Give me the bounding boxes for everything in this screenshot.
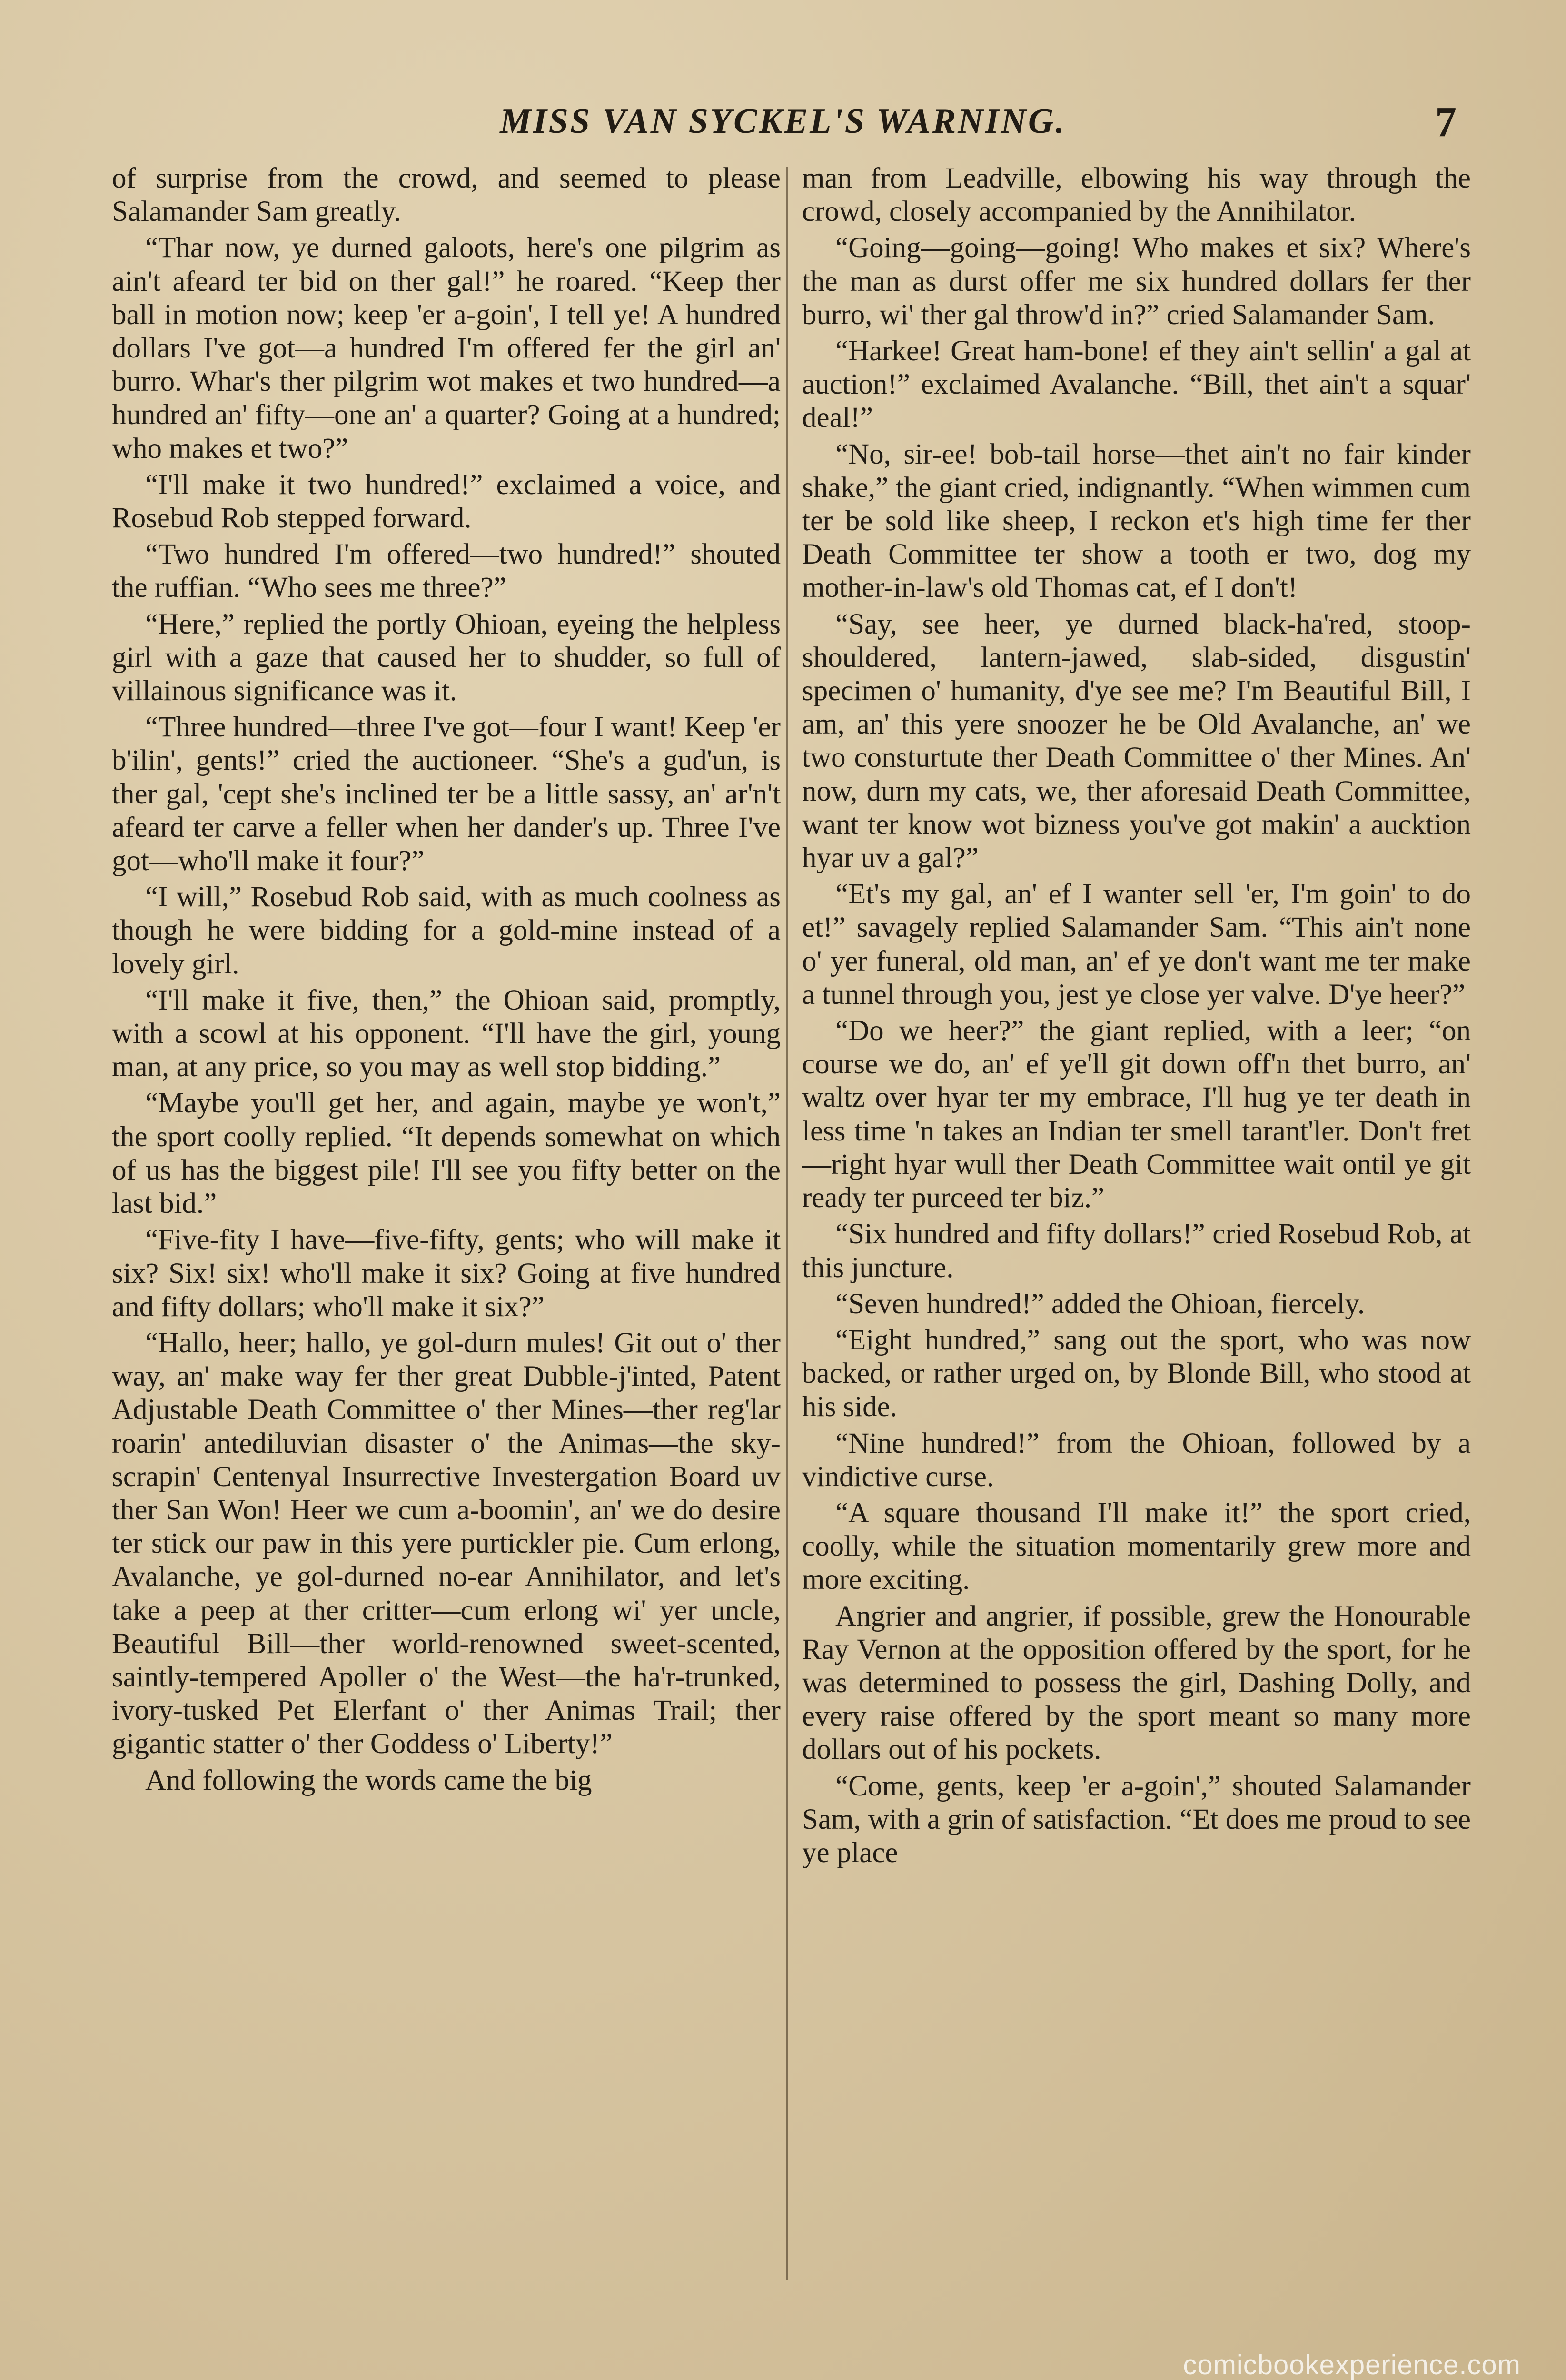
paragraph: of surprise from the crowd, and seemed to please Salamander Sam greatly. — [112, 162, 781, 228]
paragraph: “Five-fity I have—five-fifty, gents; who will make it six? Six! six! who'll make it six? Going at five hundred and fifty dollars; who'll make it six?” — [112, 1224, 781, 1323]
paragraph: “I'll make it five, then,” the Ohioan said, promptly, with a scowl at his opponent. “I'll have the girl, young man, at any price, so you may as well stop bidding.” — [112, 984, 781, 1083]
paragraph: “I'll make it two hundred!” exclaimed a voice, and Rosebud Rob stepped forward. — [112, 468, 781, 535]
column-divider — [786, 167, 788, 2280]
right-column — [802, 162, 1471, 2299]
paragraph: “Say, see heer, ye durned black-ha'red, stoop-shouldered, lantern-jawed, slab-sided, disgustin' specimen o' humanity, d'ye see me? I'm Beautiful Bill, I am, an' this yere snoozer he be Old Avalanche, an' we two consturtute ther Death Committee o' ther Mines. An' now, durn my cats, we, ther aforesaid Death Committee, want ter know wot bizness you've got makin' a aucktion hyar uv a gal?” — [802, 608, 1471, 874]
paragraph: “Two hundred I'm offered—two hundred!” shouted the ruffian. “Who sees me three?” — [112, 538, 781, 604]
paragraph: “Eight hundred,” sang out the sport, who was now backed, or rather urged on, by Blonde Bill, who stood at his side. — [802, 1324, 1471, 1423]
paragraph: And following the words came the big — [145, 1764, 592, 1796]
paragraph: Angrier and angrier, if possible, grew the Honourable Ray Vernon at the opposition offered by the sport, for he was determined to possess the girl, Dashing Dolly, and every raise offered by the sport meant so many more dollars out of his pockets. — [802, 1600, 1471, 1766]
paragraph: “Here,” replied the portly Ohioan, eyeing the helpless girl with a gaze that caused her to shudder, so full of villainous significance was it. — [112, 608, 781, 707]
paragraph: “Six hundred and fifty dollars!” cried Rosebud Rob, at this juncture. — [802, 1218, 1471, 1284]
paragraph: “I will,” Rosebud Rob said, with as much coolness as though he were bidding for a gold-mine instead of a lovely girl. — [112, 881, 781, 980]
paragraph: “Come, gents, keep 'er a-goin',” shouted Salamander Sam, with a grin of satisfaction. “Et does me proud to see ye place — [802, 1770, 1471, 1869]
left-column — [112, 162, 781, 2299]
paragraph: man from Leadville, elbowing his way through the crowd, closely accompanied by the Annihilator. — [802, 162, 1471, 228]
paragraph: “Nine hundred!” from the Ohioan, followed by a vindictive curse. — [802, 1427, 1471, 1493]
page-header — [109, 98, 1457, 155]
paragraph: “Hallo, heer; hallo, ye gol-durn mules! Git out o' ther way, an' make way fer ther great Dubble-j'inted, Patent Adjustable Death Committee o' ther Mines—ther reg'lar roarin' antediluvian disaster o' the Animas—the sky-scrapin' Centenyal Insurrective Investergation Board uv ther San Won! Heer we cum a-boomin', an' we do desire ter stick our paw in this yere purtickler pie. Cum erlong, Avalanche, ye gol-durned no-ear Annihilator, and let's take a peep at ther critter—cum erlong wi' yer uncle, Beautiful Bill—ther world-renowned sweet-scented, saintly-tempered Apoller o' the West—the ha'r-trunked, ivory-tusked Pet Elerfant o' ther Animas Trail; ther gigantic statter o' ther Goddess o' Liberty!” — [112, 1327, 781, 1760]
paragraph: “No, sir-ee! bob-tail horse—thet ain't no fair kinder shake,” the giant cried, indignantly. “When wimmen cum ter be sold like sheep, I reckon et's high time fer ther Death Committee ter show a tooth er two, dog my mother-in-law's old Thomas cat, ef I don't! — [802, 438, 1471, 604]
running-title: MISS VAN SYCKEL'S WARNING. — [500, 102, 1066, 141]
page-number: 7 — [1435, 99, 1457, 146]
paragraph: “Et's my gal, an' ef I wanter sell 'er, I'm goin' to do et!” savagely replied Salamander Sam. “This ain't none o' yer funeral, old man, an' ef ye don't want me ter make a tunnel through you, jest ye close yer valve. D'ye heer?” — [802, 878, 1471, 1011]
paragraph: “Seven hundred!” added the Ohioan, fiercely. — [835, 1288, 1365, 1320]
paragraph: “A square thousand I'll make it!” the sport cried, coolly, while the situation momentarily grew more and more exciting. — [802, 1497, 1471, 1596]
paragraph: “Maybe you'll get her, and again, maybe ye won't,” the sport coolly replied. “It depends somewhat on which of us has the biggest pile! I'll see you fifty better on the last bid.” — [112, 1087, 781, 1220]
paragraph: “Going—going—going! Who makes et six? Where's the man as durst offer me six hundred dollars fer ther burro, wi' ther gal throw'd in?” cried Salamander Sam. — [802, 232, 1471, 331]
watermark: comicbookexperience.com — [1183, 2350, 1521, 2380]
paragraph: “Three hundred—three I've got—four I want! Keep 'er b'ilin', gents!” cried the auctioneer. “She's a gud'un, is ther gal, 'cept she's inclined ter be a little sassy, an' ar'n't afeard ter carve a feller when her dander's up. Three I've got—who'll make it four?” — [112, 711, 781, 877]
paragraph: “Thar now, ye durned galoots, here's one pilgrim as ain't afeard ter bid on ther gal!” he roared. “Keep ther ball in motion now; keep 'er a-goin', I tell ye! A hundred dollars I've got—a hundred I'm offered fer the girl an' burro. Whar's ther pilgrim wot makes et two hundred—a hundred an' fifty—one an' a quarter? Going at a hundred; who makes et two?” — [112, 232, 781, 465]
paragraph: “Harkee! Great ham-bone! ef they ain't sellin' a gal at auction!” exclaimed Avalanche. “Bill, thet ain't a squar' deal!” — [802, 335, 1471, 434]
paragraph: “Do we heer?” the giant replied, with a leer; “on course we do, an' ef ye'll git down off'n thet burro, an' waltz over hyar ter my embrace, I'll hug ye ter death in less time 'n takes an Indian ter smell tarant'ler. Don't fret—right hyar wull ther Death Committee wait ontil ye git ready ter purceed ter biz.” — [802, 1015, 1471, 1214]
